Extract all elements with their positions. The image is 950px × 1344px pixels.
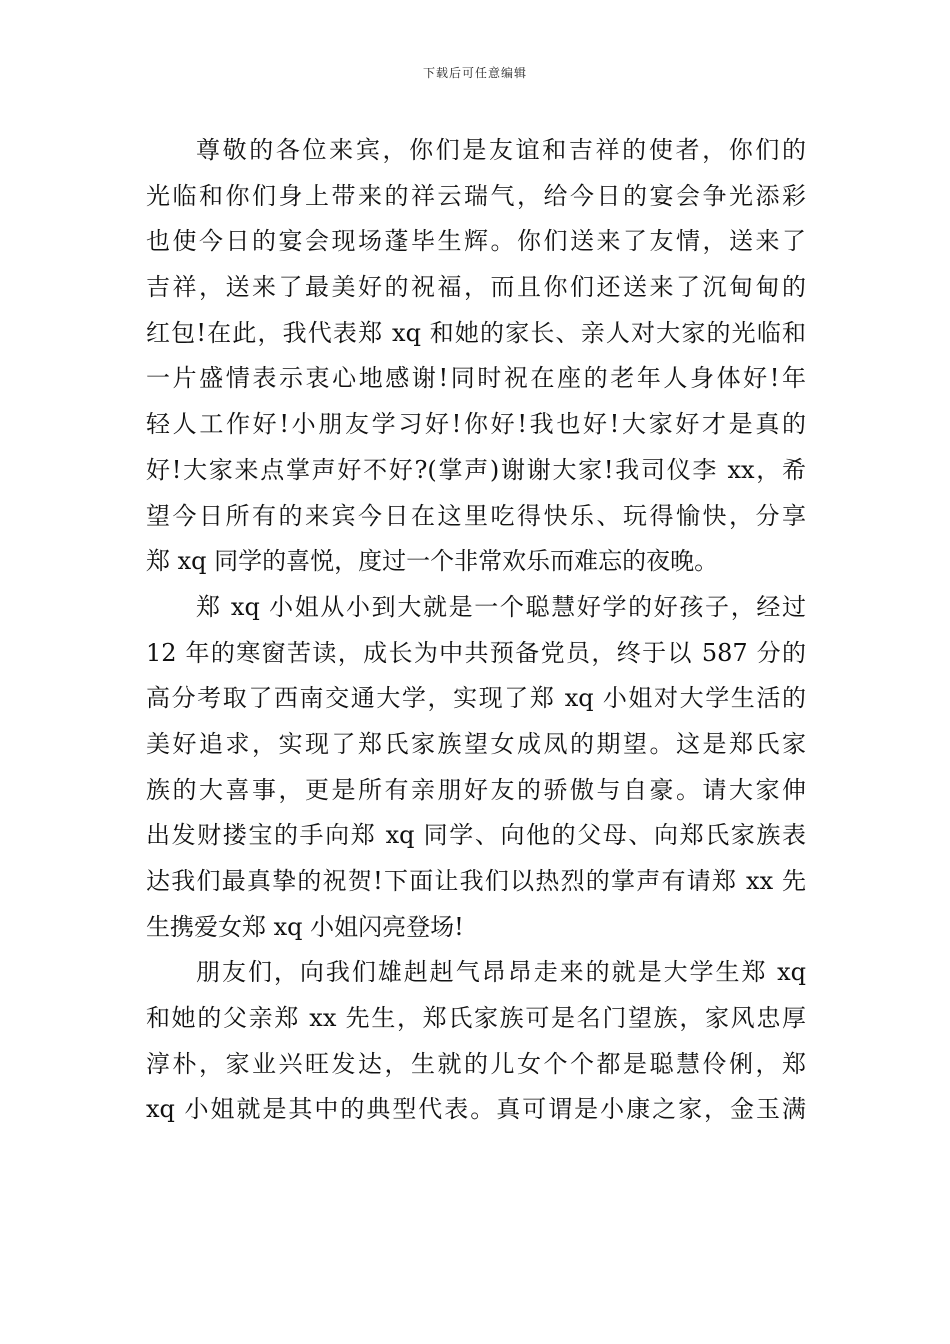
paragraph-3: [146, 950, 806, 1133]
text-line: 朋友们，向我们雄赳赳气昂昂走来的就是大学生郑 xq: [196, 958, 806, 987]
text-line: 族的大喜事，更是所有亲朋好友的骄傲与自豪。请大家伸: [146, 775, 806, 804]
text-line: 美好追求，实现了郑氏家族望女成凤的期望。这是郑氏家: [146, 729, 806, 758]
text-line: 郑 xq 同学的喜悦，度过一个非常欢乐而难忘的夜晚。: [146, 547, 719, 576]
text-line: 达我们最真挚的祝贺!下面让我们以热烈的掌声有请郑 xx 先: [146, 867, 806, 895]
text-line: 出发财搂宝的手向郑 xq 同学、向他的父母、向郑氏家族表: [146, 821, 806, 850]
text-line: 轻人工作好!小朋友学习好!你好!我也好!大家好才是真的: [146, 410, 806, 439]
text-line: 望今日所有的来宾今日在这里吃得快乐、玩得愉快，分享: [146, 501, 806, 530]
text-line: 高分考取了西南交通大学，实现了郑 xq 小姐对大学生活的: [146, 684, 806, 713]
text-line: 好!大家来点掌声好不好?(掌声)谢谢大家!我司仪李 xx，希: [146, 455, 806, 484]
text-line: 也使今日的宴会现场蓬毕生辉。你们送来了友情，送来了: [146, 227, 806, 256]
text-line: 光临和你们身上带来的祥云瑞气，给今日的宴会争光添彩: [146, 181, 806, 210]
document-body: [146, 128, 806, 1133]
text-line: 生携爱女郑 xq 小姐闪亮登场!: [146, 912, 464, 941]
text-line: 12 年的寒窗苦读，成长为中共预备党员，终于以 587 分的: [146, 638, 806, 667]
text-line: 吉祥，送来了最美好的祝福，而且你们还送来了沉甸甸的: [146, 273, 806, 302]
text-line: 一片盛情表示衷心地感谢!同时祝在座的老年人身体好!年: [146, 364, 806, 393]
paragraph-2: [146, 585, 806, 951]
text-line: 尊敬的各位来宾，你们是友谊和吉祥的使者，你们的: [196, 136, 806, 164]
page-header: 下载后可任意编辑: [422, 66, 527, 80]
text-line: 和她的父亲郑 xx 先生，郑氏家族可是名门望族，家风忠厚: [146, 1004, 806, 1033]
text-line: 郑 xq 小姐从小到大就是一个聪慧好学的好孩子，经过: [196, 592, 806, 621]
text-line: 红包!在此，我代表郑 xq 和她的家长、亲人对大家的光临和: [146, 318, 806, 347]
text-line: xq 小姐就是其中的典型代表。真可谓是小康之家，金玉满: [146, 1095, 806, 1124]
text-line: 淳朴，家业兴旺发达，生就的儿女个个都是聪慧伶俐，郑: [146, 1049, 806, 1078]
paragraph-1: [146, 128, 806, 585]
